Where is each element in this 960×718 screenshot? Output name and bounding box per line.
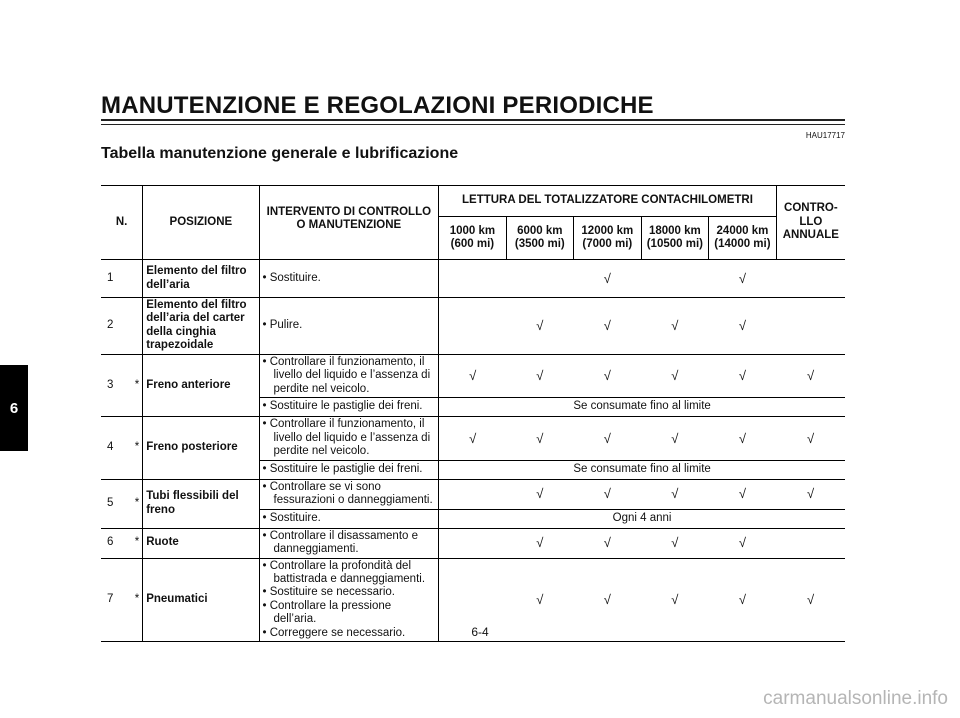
check-mark: √: [776, 354, 845, 397]
table-title: Tabella manutenzione generale e lubrificazione: [101, 145, 459, 162]
header-rule: [101, 119, 845, 121]
check-mark: √: [506, 298, 573, 355]
row-star: *: [132, 354, 143, 416]
row-number: 5: [101, 479, 132, 528]
row-action: • Sostituire.: [259, 509, 439, 528]
row-position: Elemento del filtro dell’aria: [143, 260, 259, 298]
row-position: Pneumatici: [143, 558, 259, 642]
check-mark: √: [439, 354, 506, 397]
row-position: Freno anteriore: [143, 354, 259, 416]
check-mark: √: [776, 417, 845, 460]
row-star: *: [132, 528, 143, 558]
check-mark: √: [439, 417, 506, 460]
row-action: • Controllare il funzionamento, il livello del liquido e l’assenza di perdite nel veicolo.: [259, 354, 439, 397]
check-mark: √: [709, 298, 777, 355]
check-mark: √: [709, 417, 777, 460]
check-mark: √: [574, 558, 642, 642]
check-mark: √: [574, 298, 642, 355]
row-star: *: [132, 558, 143, 642]
table-row: [101, 528, 845, 558]
check-mark: √: [641, 298, 709, 355]
chapter-tab: 6: [0, 365, 28, 451]
row-action: • Controllare se vi sono fessurazioni o danneggiamenti.: [259, 479, 439, 509]
row-number: 2: [101, 298, 132, 355]
row-action: • Controllare la profondità del battistrada e danneggiamenti. • Sostituire se necessario. • Controllare la pressione dell’aria. • Correggere se necessario.: [259, 558, 439, 642]
row-star: [132, 298, 143, 355]
row-number: 4: [101, 417, 132, 479]
row-note: Se consumate fino al limite: [439, 460, 845, 479]
check-mark: √: [641, 558, 709, 642]
check-mark: √: [574, 417, 642, 460]
check-mark: √: [574, 354, 642, 397]
row-action: • Sostituire le pastiglie dei freni.: [259, 398, 439, 417]
row-position: Tubi flessibili del freno: [143, 479, 259, 528]
header-km-3: 12000 km (7000 mi): [574, 217, 642, 260]
header-annual: CONTRO-LLO ANNUALE: [776, 186, 845, 260]
row-position: Elemento del filtro dell’aria del carter della cinghia trapezoidale: [143, 298, 259, 355]
check-mark: √: [603, 270, 611, 286]
row-note: Ogni 4 anni: [439, 509, 845, 528]
check-mark: √: [506, 417, 573, 460]
header-km-1: 1000 km (600 mi): [439, 217, 506, 260]
check-mark: √: [709, 354, 777, 397]
section-title: MANUTENZIONE E REGOLAZIONI PERIODICHE: [101, 92, 654, 119]
check-mark: √: [709, 558, 777, 642]
check-mark: √: [709, 528, 777, 558]
row-number: 7: [101, 558, 132, 642]
table-row: [101, 298, 845, 355]
check-mark: √: [506, 558, 573, 642]
table-row: [101, 260, 845, 298]
row-action: • Controllare il funzionamento, il livello del liquido e l’assenza di perdite nel veicolo.: [259, 417, 439, 460]
row-action: • Pulire.: [259, 298, 439, 355]
check-mark: √: [641, 354, 709, 397]
check-mark: √: [574, 528, 642, 558]
header-n: N.: [101, 186, 143, 260]
row-star: *: [132, 417, 143, 479]
check-mark: √: [738, 270, 746, 286]
row-note: Se consumate fino al limite: [439, 398, 845, 417]
header-km-4: 18000 km (10500 mi): [641, 217, 709, 260]
row-action: • Sostituire.: [259, 260, 439, 298]
check-mark: √: [641, 479, 709, 509]
header-km-2: 6000 km (3500 mi): [506, 217, 573, 260]
watermark: carmanualsonline.info: [763, 688, 948, 709]
reference-code: HAU17717: [805, 131, 845, 140]
check-mark: √: [506, 354, 573, 397]
check-mark: √: [506, 479, 573, 509]
table-row: [101, 354, 845, 397]
check-mark: √: [641, 528, 709, 558]
check-mark: √: [574, 479, 642, 509]
maintenance-table: [101, 185, 845, 642]
row-action: • Sostituire le pastiglie dei freni.: [259, 460, 439, 479]
row-number: 1: [107, 271, 114, 284]
check-mark: √: [776, 558, 845, 642]
row-position: Ruote: [143, 528, 259, 558]
row-star: *: [132, 479, 143, 528]
page-number: 6-4: [471, 625, 489, 639]
row-action: • Controllare il disassamento e danneggiamenti.: [259, 528, 439, 558]
header-position: POSIZIONE: [143, 186, 259, 260]
header-rule-thin: [101, 124, 845, 125]
check-mark: √: [641, 417, 709, 460]
header-reading: LETTURA DEL TOTALIZZATORE CONTACHILOMETRI: [439, 186, 777, 217]
row-number: 6: [101, 528, 132, 558]
row-star: [132, 260, 143, 298]
header-intervention: INTERVENTO DI CONTROLLO O MANUTENZIONE: [259, 186, 439, 260]
table-row: [101, 417, 845, 460]
table-row: [101, 479, 845, 509]
check-mark: √: [776, 479, 845, 509]
row-position: Freno posteriore: [143, 417, 259, 479]
check-mark: √: [506, 528, 573, 558]
check-mark: √: [709, 479, 777, 509]
header-km-5: 24000 km (14000 mi): [709, 217, 777, 260]
row-number: 3: [101, 354, 132, 416]
